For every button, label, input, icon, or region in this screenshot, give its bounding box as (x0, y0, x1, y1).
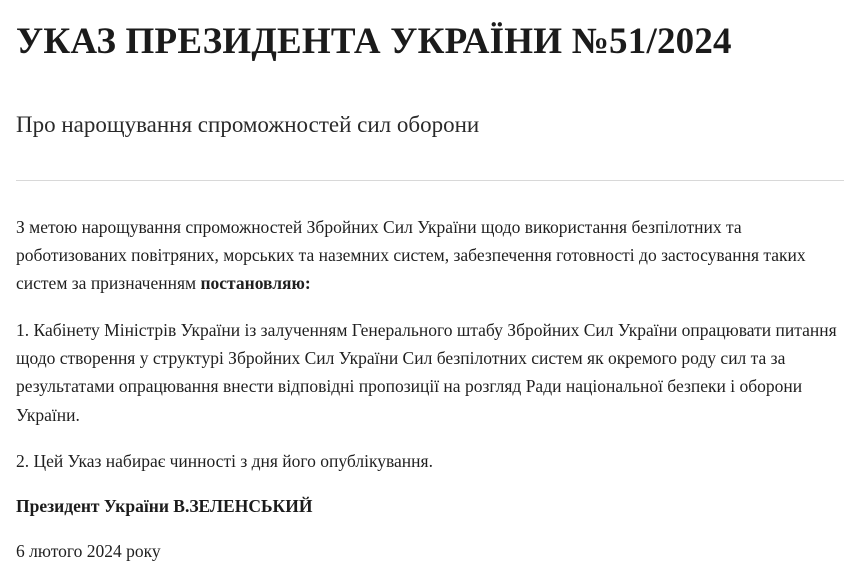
paragraph-preamble-lead: З метою нарощування спроможностей Збройних Сил України щодо використання безпілотних та роботизованих повітряних, морських та наземних систем, забезпечення готовності до застосування таких систем за призначенням (16, 216, 806, 294)
paragraph-item-2: 2. Цей Указ набирає чинності з дня його опублікування. (16, 450, 433, 471)
document-subtitle: Про нарощування спроможностей сил оборони (16, 111, 480, 137)
document-body (16, 213, 844, 564)
paragraph-preamble-emphasis: постановляю: (200, 273, 311, 294)
title-divider (16, 180, 844, 181)
page-title: УКАЗ ПРЕЗИДЕНТА УКРАЇНИ №51/2024 (16, 21, 732, 62)
paragraph-preamble (16, 213, 840, 298)
signature-line: Президент України В.ЗЕЛЕНСЬКИЙ (16, 496, 313, 517)
document-date: 6 лютого 2024 року (16, 540, 161, 561)
paragraph-item-1: 1. Кабінету Міністрів України із залученням Генерального штабу Збройних Сил України опрацювати питання щодо створення у структурі Збройних Сил України Сил безпілотних систем як окремого роду сил та за результатами опрацювання внести відповідні пропозиції на розгляд Ради національної безпеки і оборони України. (16, 319, 837, 425)
